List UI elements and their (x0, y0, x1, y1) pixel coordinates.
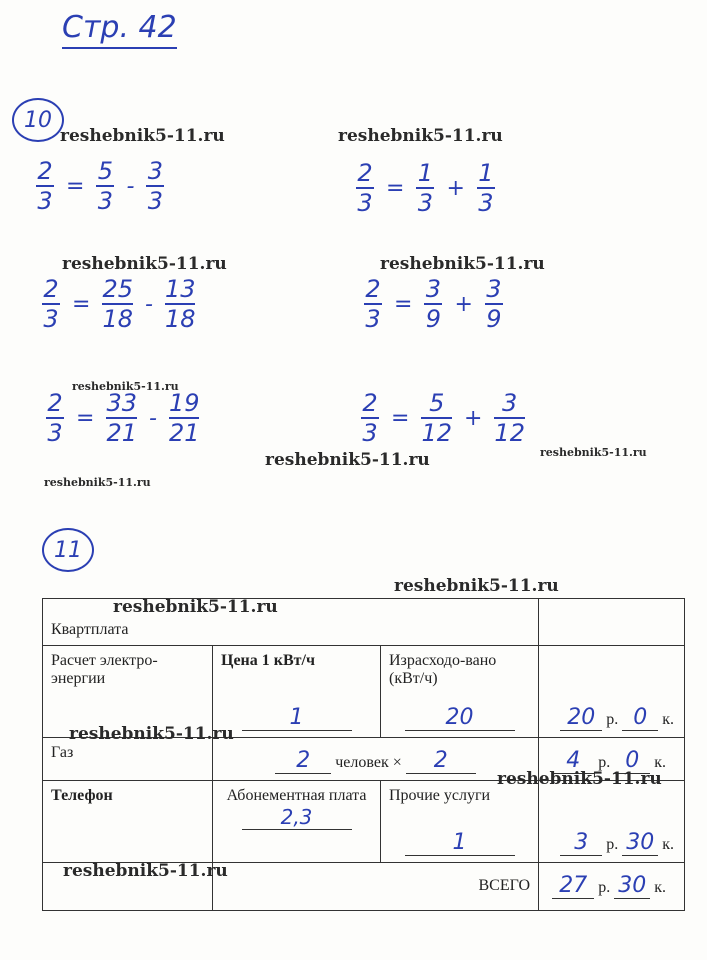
numerator: 1 (478, 159, 494, 187)
equation-5 (40, 390, 205, 446)
second-fraction (146, 158, 164, 214)
second-fraction (485, 276, 503, 332)
rub-unit: р. (606, 836, 619, 853)
total-label: ВСЕГО (478, 877, 531, 894)
electricity-kop: 0 (622, 705, 658, 731)
denominator: 18 (164, 305, 196, 333)
numerator: 3 (486, 275, 502, 303)
equals-sign: = (66, 173, 85, 199)
denominator: 3 (478, 189, 494, 217)
other-services-label: Прочие услуги (389, 787, 491, 804)
numerator: 3 (147, 157, 164, 185)
subscription-label: Абонементная плата (226, 787, 367, 804)
denominator: 3 (43, 305, 59, 333)
denominator: 3 (37, 187, 53, 215)
price-label: Цена 1 кВт/ч (221, 652, 315, 669)
table-row (43, 781, 685, 863)
second-fraction (169, 390, 200, 446)
first-fraction (421, 390, 452, 446)
numerator: 2 (357, 159, 373, 187)
second-fraction (477, 160, 495, 216)
gas-people: 2 (275, 748, 331, 774)
operator-sign: - (126, 173, 135, 199)
equation-3 (36, 276, 201, 332)
numerator: 33 (106, 389, 137, 417)
equation-2 (350, 160, 501, 216)
denominator: 3 (97, 187, 114, 215)
denominator: 21 (106, 419, 137, 447)
total-rub: 27 (552, 873, 594, 899)
second-fraction (165, 276, 196, 332)
equation-6 (355, 390, 531, 446)
subscription-value: 2,3 (242, 805, 352, 830)
numerator: 2 (43, 275, 59, 303)
numerator: 2 (37, 157, 53, 185)
gas-mid-text: человек × (335, 754, 402, 771)
watermark: reshebnik5-11.ru (44, 476, 151, 489)
watermark: reshebnik5-11.ru (113, 597, 278, 617)
numerator: 2 (362, 389, 378, 417)
denominator: 3 (357, 189, 373, 217)
numerator: 13 (164, 275, 196, 303)
denominator: 12 (494, 419, 525, 447)
operator-sign: + (463, 405, 483, 431)
lhs-fraction (364, 276, 382, 332)
phone-kop: 30 (622, 830, 658, 856)
watermark: reshebnik5-11.ru (63, 861, 228, 881)
operator-sign: + (446, 175, 465, 201)
denominator: 9 (486, 305, 502, 333)
first-fraction (424, 276, 442, 332)
kop-unit: к. (654, 879, 667, 896)
denominator: 9 (425, 305, 442, 333)
numerator: 3 (502, 389, 518, 417)
numerator: 2 (47, 389, 63, 417)
exercise-10-number: 10 (12, 98, 64, 142)
watermark: reshebnik5-11.ru (265, 450, 430, 470)
phone-rub: 3 (560, 830, 602, 856)
first-fraction (102, 276, 133, 332)
gas-kop: 0 (614, 748, 650, 774)
denominator: 18 (102, 305, 133, 333)
first-fraction (106, 390, 137, 446)
kop-unit: к. (662, 711, 675, 728)
watermark: reshebnik5-11.ru (62, 254, 227, 274)
equals-sign: = (76, 405, 95, 431)
electricity-label: Расчет электро-энергии (51, 652, 158, 687)
gas-rate: 2 (406, 748, 476, 774)
operator-sign: - (148, 405, 157, 431)
lhs-fraction (356, 160, 374, 216)
kop-unit: к. (662, 836, 675, 853)
kop-unit: к. (654, 754, 667, 771)
operator-sign: + (454, 291, 473, 317)
numerator: 25 (102, 275, 133, 303)
equation-1 (30, 158, 170, 214)
watermark: reshebnik5-11.ru (497, 769, 662, 789)
numerator: 2 (365, 275, 381, 303)
watermark: reshebnik5-11.ru (72, 380, 179, 393)
table-row (43, 599, 685, 646)
price-value: 1 (242, 705, 352, 731)
denominator: 3 (365, 305, 381, 333)
watermark: reshebnik5-11.ru (540, 446, 647, 459)
used-value: 20 (405, 705, 515, 731)
numerator: 5 (429, 389, 445, 417)
numerator: 19 (168, 389, 200, 417)
numerator: 3 (425, 275, 442, 303)
denominator: 21 (168, 419, 200, 447)
equation-4 (358, 276, 509, 332)
gas-rub: 4 (552, 748, 594, 774)
phone-label: Телефон (51, 787, 113, 804)
used-label: Израсходо-вано (кВт/ч) (389, 652, 497, 687)
operator-sign: - (144, 291, 153, 317)
denominator: 3 (362, 419, 378, 447)
second-fraction (494, 390, 525, 446)
equals-sign: = (386, 175, 405, 201)
denominator: 3 (47, 419, 63, 447)
utility-bill-table (42, 598, 685, 911)
numerator: 1 (417, 159, 434, 187)
table-row (43, 863, 685, 911)
exercise-11-number: 11 (42, 528, 94, 572)
denominator: 3 (417, 189, 434, 217)
equals-sign: = (72, 291, 91, 317)
gas-label: Газ (51, 744, 74, 761)
total-kop: 30 (614, 873, 650, 899)
rent-label: Квартплата (51, 621, 129, 638)
electricity-rub: 20 (560, 705, 602, 731)
first-fraction (96, 158, 114, 214)
rub-unit: р. (606, 711, 619, 728)
rub-unit: р. (598, 754, 611, 771)
lhs-fraction (36, 158, 54, 214)
rub-unit: р. (598, 879, 611, 896)
denominator: 12 (421, 419, 452, 447)
equals-sign: = (391, 405, 410, 431)
first-fraction (416, 160, 434, 216)
page-title: Стр. 42 (62, 10, 177, 49)
denominator: 3 (147, 187, 164, 215)
watermark: reshebnik5-11.ru (69, 724, 234, 744)
lhs-fraction (361, 390, 379, 446)
lhs-fraction (42, 276, 60, 332)
other-services-value: 1 (405, 830, 515, 856)
numerator: 5 (97, 157, 114, 185)
watermark: reshebnik5-11.ru (60, 126, 225, 146)
watermark: reshebnik5-11.ru (380, 254, 545, 274)
watermark: reshebnik5-11.ru (394, 576, 559, 596)
watermark: reshebnik5-11.ru (338, 126, 503, 146)
equals-sign: = (394, 291, 413, 317)
lhs-fraction (46, 390, 64, 446)
